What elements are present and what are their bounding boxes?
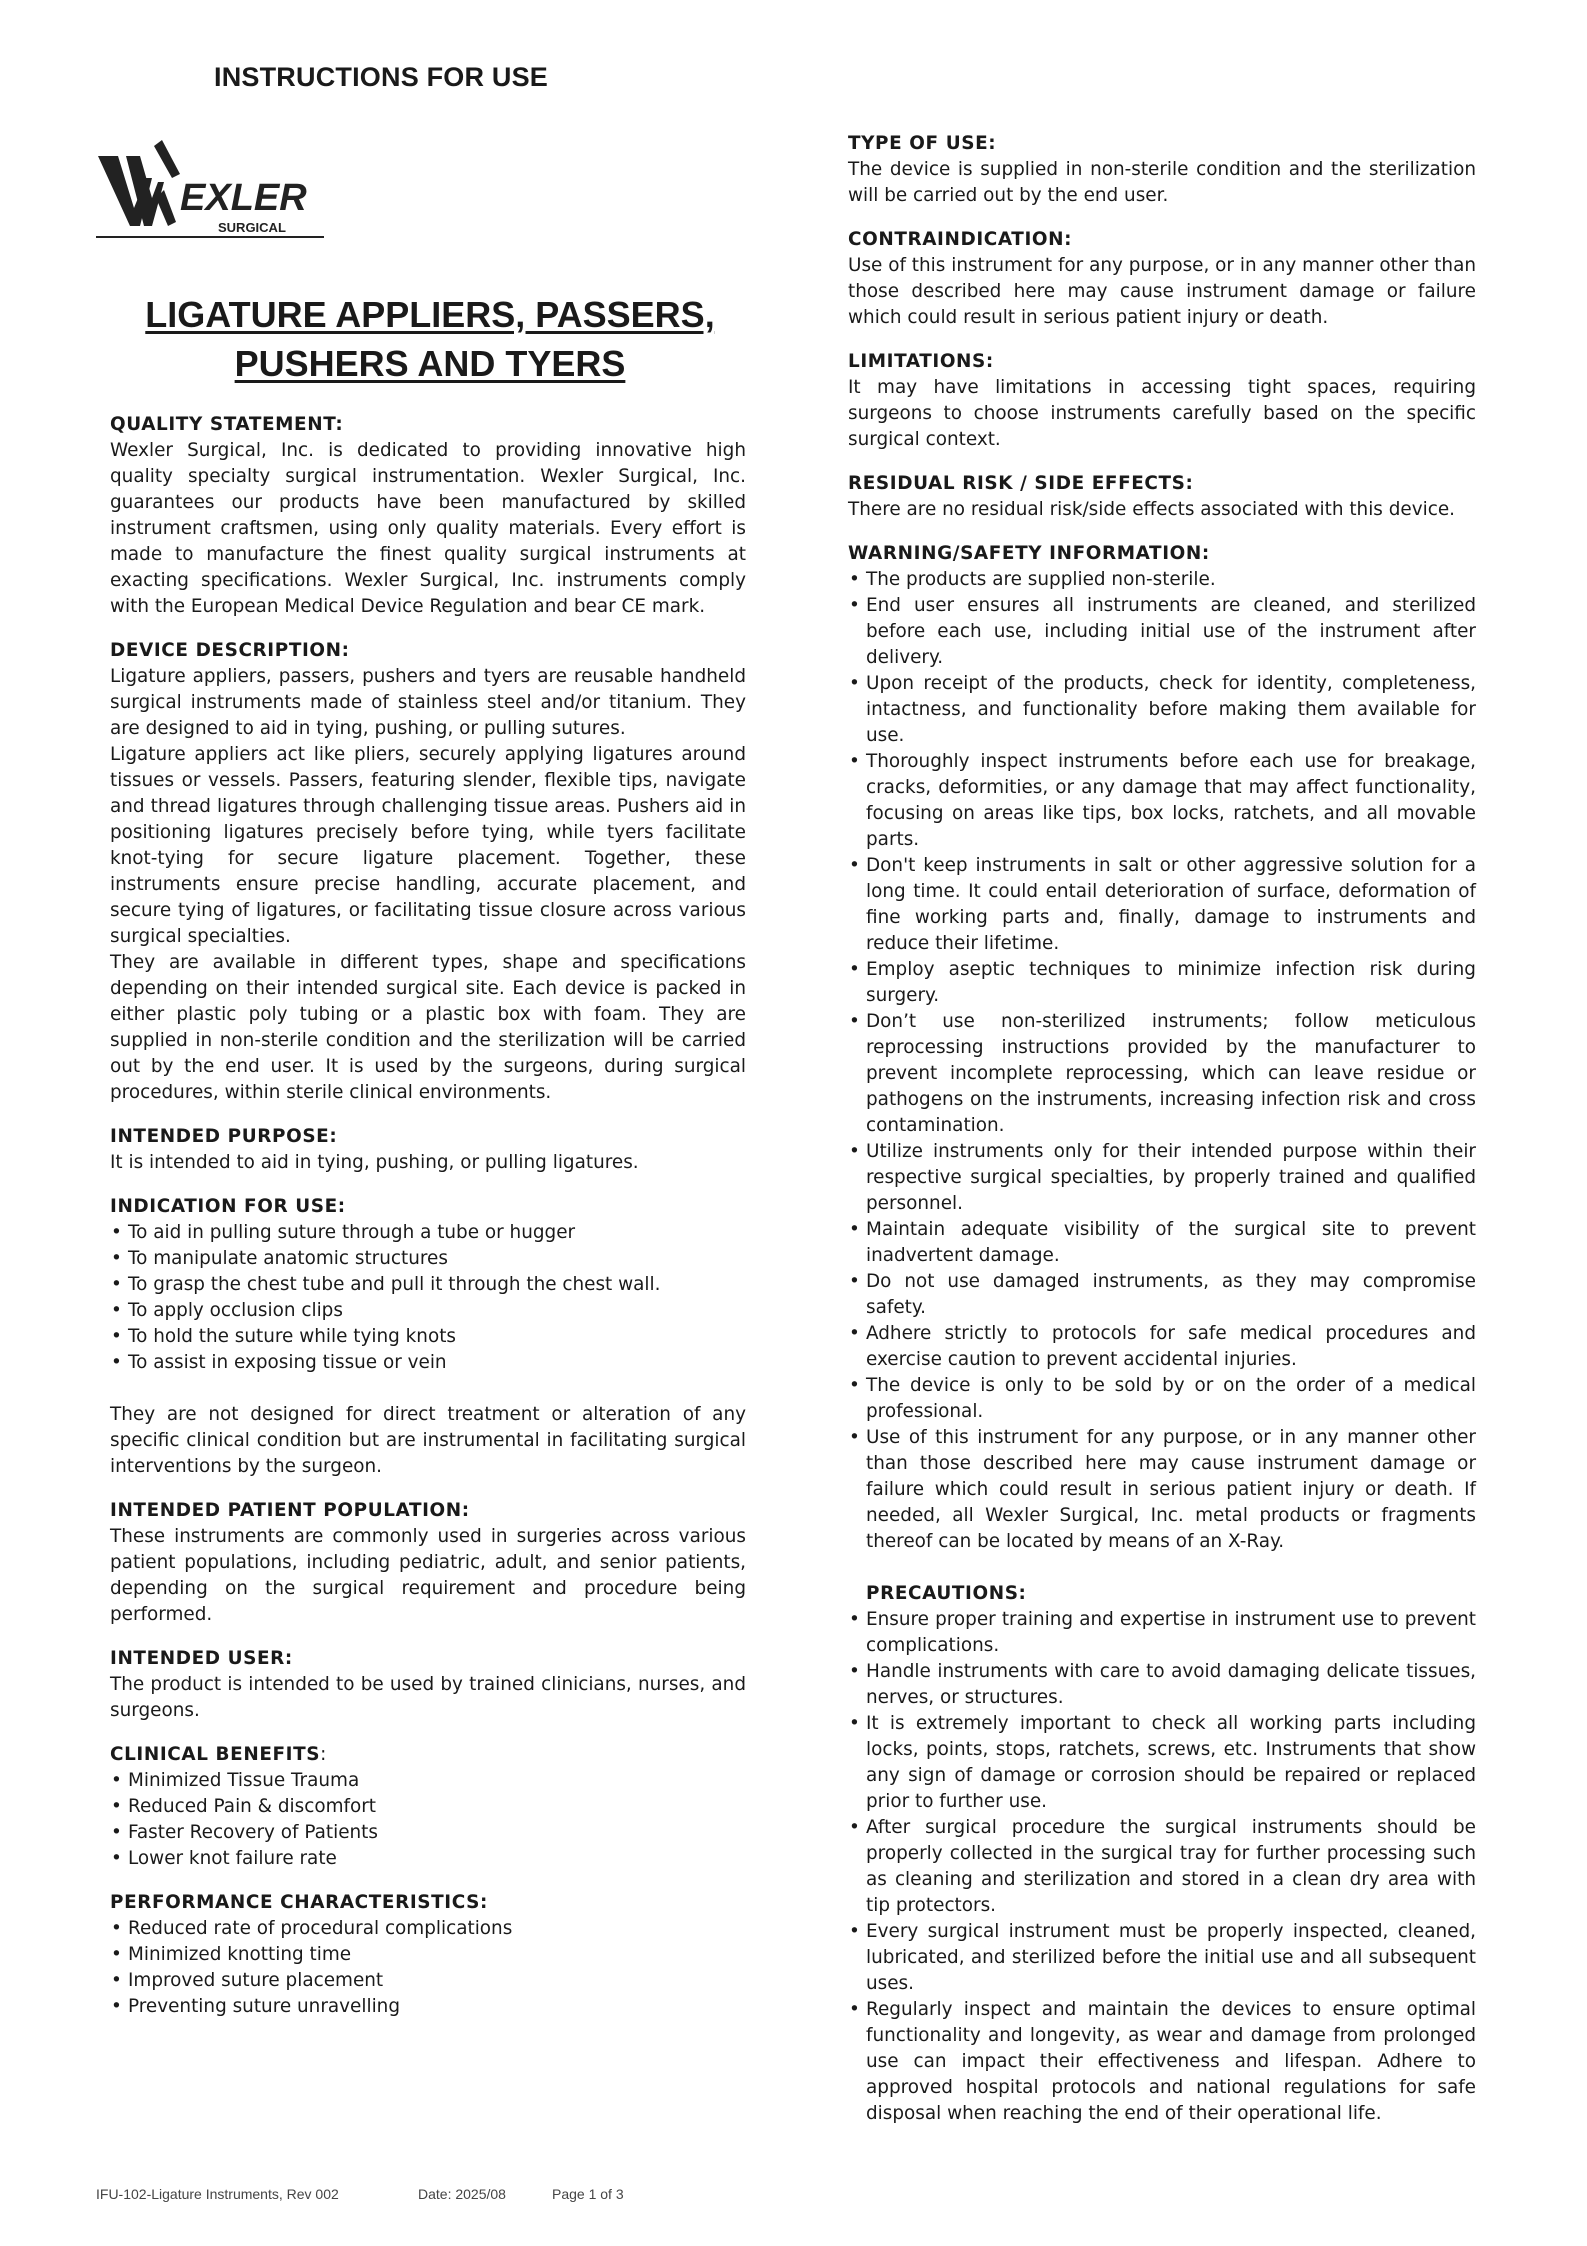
section-text: It may have limitations in accessing tight spaces, requiring surgeons to choose instruments carefully based on the specific surgical context. — [848, 377, 1476, 450]
list-item: • Don't keep instruments in salt or other aggressive solution for a long time. It could entail deterioration of surface, deformation of fine working parts and, finally, damage to instruments and reduce their lifetime. — [848, 853, 1476, 957]
list-item: • Utilize instruments only for their intended purpose within their respective surgical specialties, by properly trained and qualified personnel. — [848, 1139, 1476, 1217]
list-item: • Faster Recovery of Patients — [110, 1820, 746, 1846]
list-item: • Maintain adequate visibility of the surgical site to prevent inadvertent damage. — [848, 1217, 1476, 1269]
list-item: • Improved suture placement — [110, 1968, 746, 1994]
list-item: • Adhere strictly to protocols for safe medical procedures and exercise caution to prevent accidental injuries. — [848, 1321, 1476, 1373]
list-item: • Employ aseptic techniques to minimize infection risk during surgery. — [848, 957, 1476, 1009]
section-text: Ligature appliers, passers, pushers and tyers are reusable handheld surgical instruments made of stainless steel and/or titanium. They are designed to aid in tying, pushing, or pulling sutures. — [110, 666, 746, 739]
section-heading: PERFORMANCE CHARACTERISTICS: — [110, 1892, 488, 1913]
footer-date: Date: 2025/08 — [418, 2186, 506, 2202]
list-item: • It is extremely important to check all working parts including locks, points, stops, ratchets, screws, etc. Instruments that show any sign of damage or corrosion should be repaired or replaced prior to further use. — [848, 1711, 1476, 1815]
warning-section — [848, 541, 1476, 1555]
section-heading: TYPE OF USE: — [848, 133, 997, 154]
quality-statement-section — [110, 412, 746, 620]
performance-section — [110, 1890, 746, 2020]
list-item: • Ensure proper training and expertise in instrument use to prevent complications. — [848, 1607, 1476, 1659]
svg-text:SURGICAL: SURGICAL — [218, 220, 286, 235]
contraindication-section — [848, 227, 1476, 331]
section-heading: LIMITATIONS: — [848, 351, 994, 372]
list-item: • End user ensures all instruments are cleaned, and sterilized before each use, including initial use of the instrument after delivery. — [848, 593, 1476, 671]
list-item: • To manipulate anatomic structures — [110, 1246, 746, 1272]
right-column — [848, 131, 1476, 2145]
list-item: • Reduced Pain & discomfort — [110, 1794, 746, 1820]
indication-list — [110, 1220, 746, 1376]
list-item: • Use of this instrument for any purpose, or in any manner other than those described here may cause instrument damage or failure which could result in serious patient injury or death. If needed, all Wexler Surgical, Inc. metal products or fragments thereof can be located by means of an X-Ray. — [848, 1425, 1476, 1555]
list-item: • To aid in pulling suture through a tube or hugger — [110, 1220, 746, 1246]
section-heading: PRECAUTIONS: — [866, 1583, 1027, 1604]
clinical-benefits-section — [110, 1742, 746, 1872]
device-description-section — [110, 638, 746, 1106]
section-heading: INTENDED USER: — [110, 1648, 293, 1669]
footer-doc-id: IFU-102-Ligature Instruments, Rev 002 — [96, 2186, 339, 2202]
document-title-line1: LIGATURE APPLIERS, PASSERS, — [145, 294, 715, 335]
list-item: • Regularly inspect and maintain the devices to ensure optimal functionality and longevity, as wear and damage from prolonged use can impact their effectiveness and lifespan. Adhere to approved hospital protocols and national regulations for safe disposal when reaching the end of their operational life. — [848, 1997, 1476, 2127]
section-heading: WARNING/SAFETY INFORMATION: — [848, 543, 1210, 564]
patient-population-section — [110, 1498, 746, 1628]
precautions-list — [848, 1607, 1476, 2127]
section-text: Wexler Surgical, Inc. is dedicated to providing innovative high quality specialty surgical instrumentation. Wexler Surgical, Inc. guarantees our products have been manufactured by skilled instrument craftsmen, using only quality materials. Every effort is made to manufacture the finest quality surgical instruments at exacting specifications. Wexler Surgical, Inc. instruments comply with the European Medical Device Regulation and bear CE mark. — [110, 440, 746, 617]
list-item: • Preventing suture unravelling — [110, 1994, 746, 2020]
list-item: • Thoroughly inspect instruments before each use for breakage, cracks, deformities, or any damage that may affect functionality, focusing on areas like tips, box locks, ratchets, and all movable parts. — [848, 749, 1476, 853]
list-item: • To grasp the chest tube and pull it through the chest wall. — [110, 1272, 746, 1298]
section-text: Ligature appliers act like pliers, securely applying ligatures around tissues or vessels. Passers, featuring slender, flexible tips, navigate and thread ligatures through challenging tissue areas. Pushers aid in positioning ligatures precisely before tying, while tyers facilitate knot-tying for secure ligature placement. Together, these instruments ensure precise handling, accurate placement, and secure tying of ligatures, or facilitating tissue closure across various surgical specialties. — [110, 744, 746, 947]
left-column — [110, 412, 746, 2038]
list-item: • Do not use damaged instruments, as they may compromise safety. — [848, 1269, 1476, 1321]
benefits-list — [110, 1768, 746, 1872]
list-item: • Handle instruments with care to avoid damaging delicate tissues, nerves, or structures. — [848, 1659, 1476, 1711]
section-heading: INTENDED PURPOSE: — [110, 1126, 338, 1147]
section-heading: QUALITY STATEMENT: — [110, 414, 344, 435]
precautions-section — [848, 1581, 1476, 2127]
intended-user-section — [110, 1646, 746, 1724]
performance-list — [110, 1916, 746, 2020]
wexler-w-mark-icon — [96, 138, 324, 238]
section-text: These instruments are commonly used in surgeries across various patient populations, including pediatric, adult, and senior patients, depending on the surgical requirement and procedure being performed. — [110, 1526, 746, 1625]
section-heading: INTENDED PATIENT POPULATION: — [110, 1500, 470, 1521]
section-text: The product is intended to be used by trained clinicians, nurses, and surgeons. — [110, 1674, 746, 1721]
limitations-section — [848, 349, 1476, 453]
warning-list — [848, 567, 1476, 1555]
list-item: • Reduced rate of procedural complications — [110, 1916, 746, 1942]
list-item: • The device is only to be sold by or on the order of a medical professional. — [848, 1373, 1476, 1425]
document-title-line2: PUSHERS AND TYERS — [234, 343, 626, 384]
document-title — [110, 290, 750, 388]
section-heading: CLINICAL BENEFITS: — [110, 1744, 327, 1765]
footer-page-number: Page 1 of 3 — [552, 2186, 624, 2202]
indication-section — [110, 1194, 746, 1480]
list-item: • Upon receipt of the products, check for identity, completeness, intactness, and functionality before making them available for use. — [848, 671, 1476, 749]
list-item: • Minimized knotting time — [110, 1942, 746, 1968]
list-item: • After surgical procedure the surgical instruments should be properly collected in the surgical tray for further processing such as cleaning and sterilization and stored in a clean dry area with tip protectors. — [848, 1815, 1476, 1919]
type-of-use-section — [848, 131, 1476, 209]
list-item: • To assist in exposing tissue or vein — [110, 1350, 746, 1376]
list-item: • Lower knot failure rate — [110, 1846, 746, 1872]
section-text: Use of this instrument for any purpose, or in any manner other than those described here may cause instrument damage or failure which could result in serious patient injury or death. — [848, 255, 1476, 328]
intended-purpose-section — [110, 1124, 746, 1176]
svg-text:EXLER: EXLER — [180, 177, 307, 219]
logo-underline — [96, 236, 324, 238]
section-heading: DEVICE DESCRIPTION: — [110, 640, 350, 661]
list-item: • Minimized Tissue Trauma — [110, 1768, 746, 1794]
section-text: They are not designed for direct treatment or alteration of any specific clinical condition but are instrumental in facilitating surgical interventions by the surgeon. — [110, 1404, 746, 1477]
section-heading: RESIDUAL RISK / SIDE EFFECTS: — [848, 473, 1194, 494]
wexler-surgical-logo — [96, 138, 324, 238]
list-item: • To hold the suture while tying knots — [110, 1324, 746, 1350]
section-text: The device is supplied in non-sterile condition and the sterilization will be carried out by the end user. — [848, 159, 1476, 206]
list-item: • The products are supplied non-sterile. — [848, 567, 1476, 593]
section-text: It is intended to aid in tying, pushing, or pulling ligatures. — [110, 1152, 639, 1173]
list-item: • Don’t use non-sterilized instruments; follow meticulous reprocessing instructions provided by the manufacturer to prevent incomplete reprocessing, which can leave residue or pathogens on the instruments, increasing infection risk and cross contamination. — [848, 1009, 1476, 1139]
section-heading: INDICATION FOR USE: — [110, 1196, 346, 1217]
residual-risk-section — [848, 471, 1476, 523]
list-item: • Every surgical instrument must be properly inspected, cleaned, lubricated, and sterilized before the initial use and all subsequent uses. — [848, 1919, 1476, 1997]
list-item: • To apply occlusion clips — [110, 1298, 746, 1324]
page-header-title: INSTRUCTIONS FOR USE — [214, 62, 549, 92]
section-text: They are available in different types, shape and specifications depending on their intended surgical site. Each device is packed in either plastic poly tubing or a plastic box with foam. They are supplied in non-sterile condition and the sterilization will be carried out by the end user. It is used by the surgeons, during surgical procedures, within sterile clinical environments. — [110, 952, 746, 1103]
section-text: There are no residual risk/side effects associated with this device. — [848, 499, 1455, 520]
section-heading: CONTRAINDICATION: — [848, 229, 1073, 250]
